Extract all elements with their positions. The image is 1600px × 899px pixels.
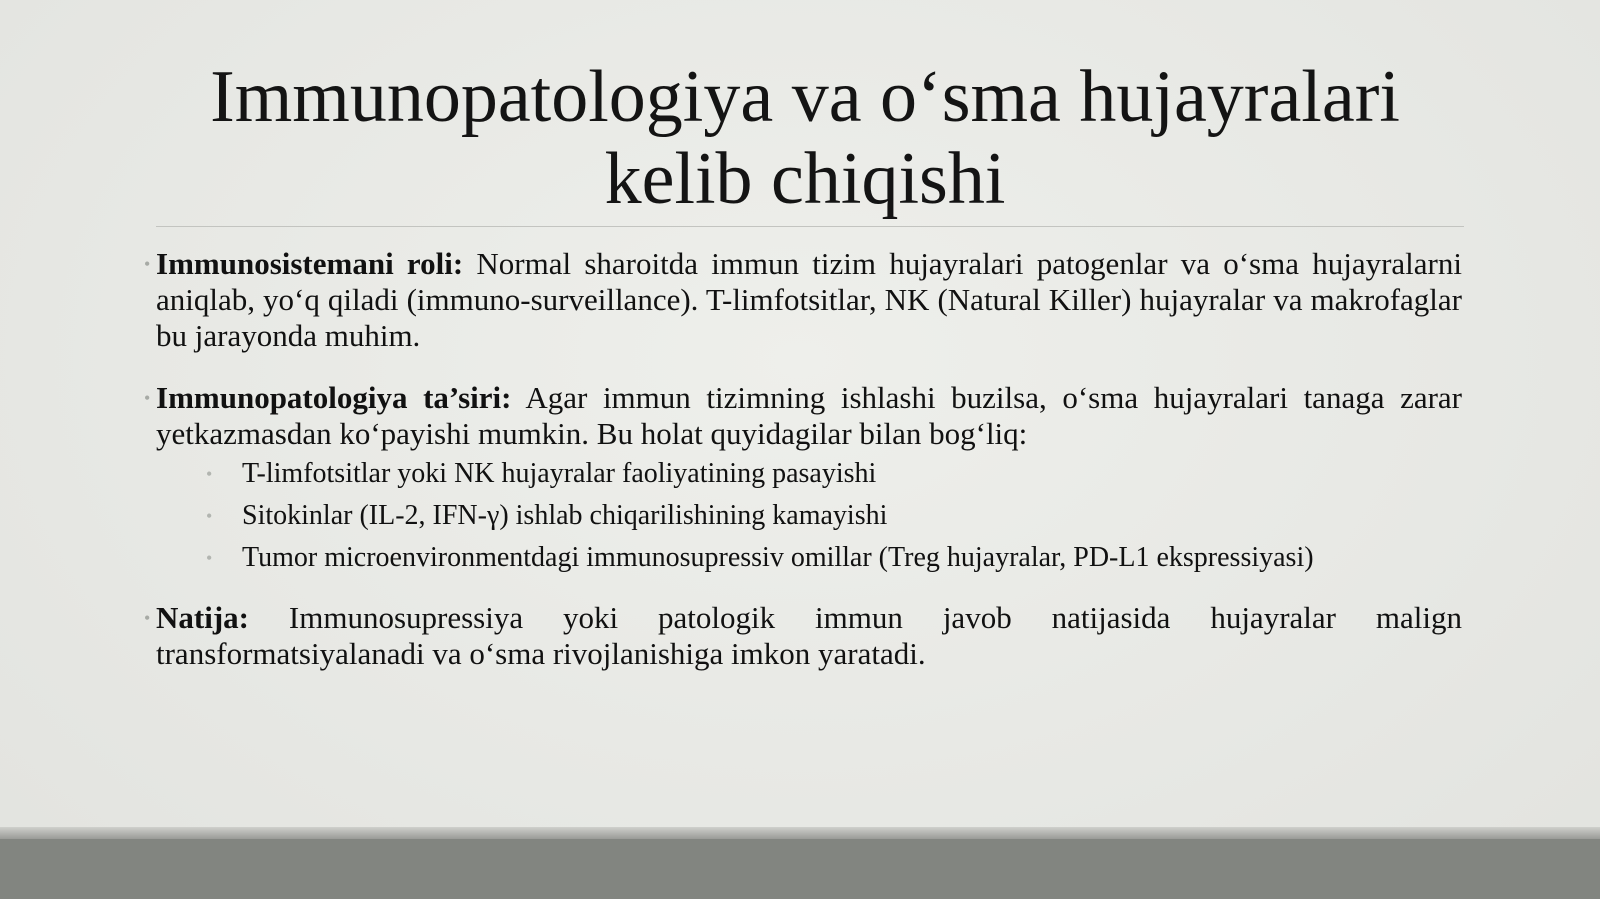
bullet-icon: • — [144, 388, 151, 408]
bullet-icon: • — [144, 254, 151, 274]
slide-body — [144, 246, 1462, 698]
sub-bullet-text: Sitokinlar (IL-2, IFN-γ) ishlab chiqarilishining kamayishi — [242, 500, 888, 531]
slide-title — [150, 56, 1460, 220]
title-divider — [156, 226, 1464, 227]
footer-shadow — [0, 827, 1600, 839]
sub-bullet-text: Tumor microenvironmentdagi immunosupressiv omillar (Treg hujayralar, PD-L1 ekspressiyasi) — [242, 542, 1314, 573]
sub-bullet-icon: • — [206, 548, 213, 568]
bullet-item-immunopatologiya — [144, 380, 1462, 574]
title-line-1: Immunopatologiya va o‘sma hujayralari — [210, 56, 1400, 138]
footer-band — [0, 839, 1600, 899]
bullet-text: Immunosupressiya yoki patologik immun javob natijasida hujayralar malign transformatsiyalanadi va o‘sma rivojlanishiga imkon yaratadi. — [156, 600, 1462, 671]
bullet-lead: Natija: — [156, 600, 249, 635]
bullet-item-natija — [144, 600, 1462, 672]
bullet-item-immunosistema — [144, 246, 1462, 354]
sub-bullet-item — [156, 458, 1462, 490]
sub-bullet-item — [156, 542, 1462, 574]
sub-bullet-icon: • — [206, 506, 213, 526]
bullet-icon: • — [144, 608, 151, 628]
title-line-2: kelib chiqishi — [604, 138, 1006, 220]
sub-bullet-icon: • — [206, 464, 213, 484]
sub-bullet-list — [156, 458, 1462, 574]
bullet-text: Normal sharoitda immun tizim hujayralari patogenlar va o‘sma hujayralarni aniqlab, yo‘q qiladi (immuno-surveillance). T-limfotsitlar, NK (Natural Killer) hujayralar va makrofaglar bu jarayonda muhim. — [156, 246, 1462, 353]
bullet-text: Agar immun tizimning ishlashi buzilsa, o‘sma hujayralari tanaga zarar yetkazmasdan ko‘payishi mumkin. Bu holat quyidagilar bilan bog‘liq: — [156, 380, 1462, 451]
bullet-lead: Immunosistemani roli: — [156, 246, 464, 281]
sub-bullet-item — [156, 500, 1462, 532]
sub-bullet-text: T-limfotsitlar yoki NK hujayralar faoliyatining pasayishi — [242, 458, 877, 489]
bullet-lead: Immunopatologiya ta’siri: — [156, 380, 512, 415]
